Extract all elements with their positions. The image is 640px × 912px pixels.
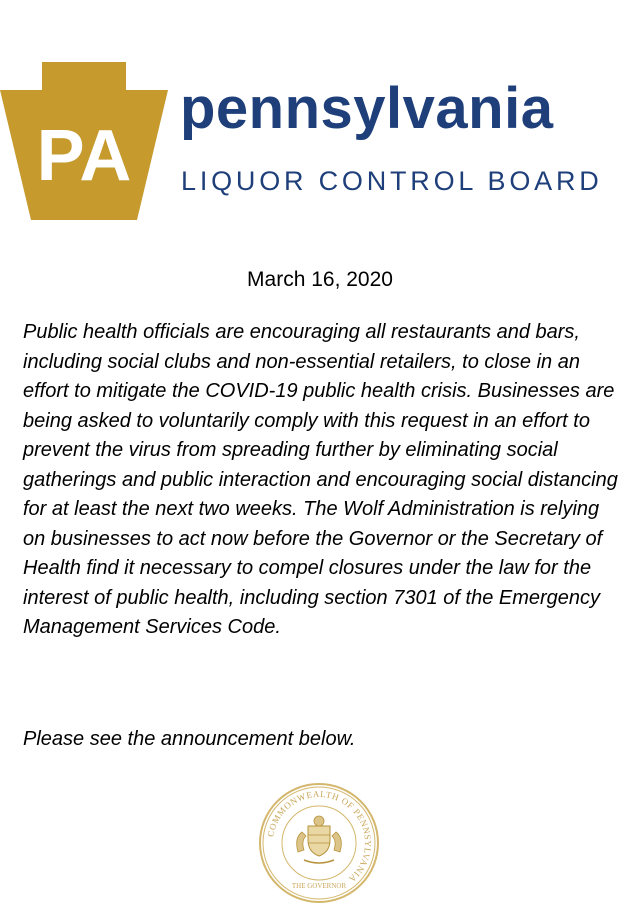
document-date: March 16, 2020 bbox=[247, 268, 393, 291]
announcement-note: Please see the announcement below. bbox=[23, 728, 356, 750]
document-body: Public health officials are encouraging all restaurants and bars, including social clubs and non-essential retailers, to close in an effort to mitigate the COVID-19 public health crisis. Businesses are being asked to voluntarily comply with this request in an effort to prevent the virus from spreading further by eliminating social gatherings and public interaction and encouraging social distancing for at least the next two weeks. The Wolf Administration is relying on businesses to act now before the Governor or the Secretary of Health find it necessary to compel closures under the law for the interest of public health, including section 7301 of the Emergency Management Services Code. bbox=[23, 321, 618, 638]
keystone-icon bbox=[0, 62, 168, 220]
governor-seal-icon bbox=[258, 782, 380, 904]
brand-wordmark: pennsylvania bbox=[180, 76, 554, 141]
seal-ring-text: COMMONWEALTH OF PENNSYLVANIA bbox=[265, 788, 374, 885]
brand-subtitle: LIQUOR CONTROL BOARD bbox=[181, 166, 603, 196]
seal-bottom-text: THE GOVERNOR bbox=[291, 882, 347, 890]
pa-lcb-logo bbox=[0, 62, 640, 222]
keystone-letters: PA bbox=[36, 116, 132, 196]
